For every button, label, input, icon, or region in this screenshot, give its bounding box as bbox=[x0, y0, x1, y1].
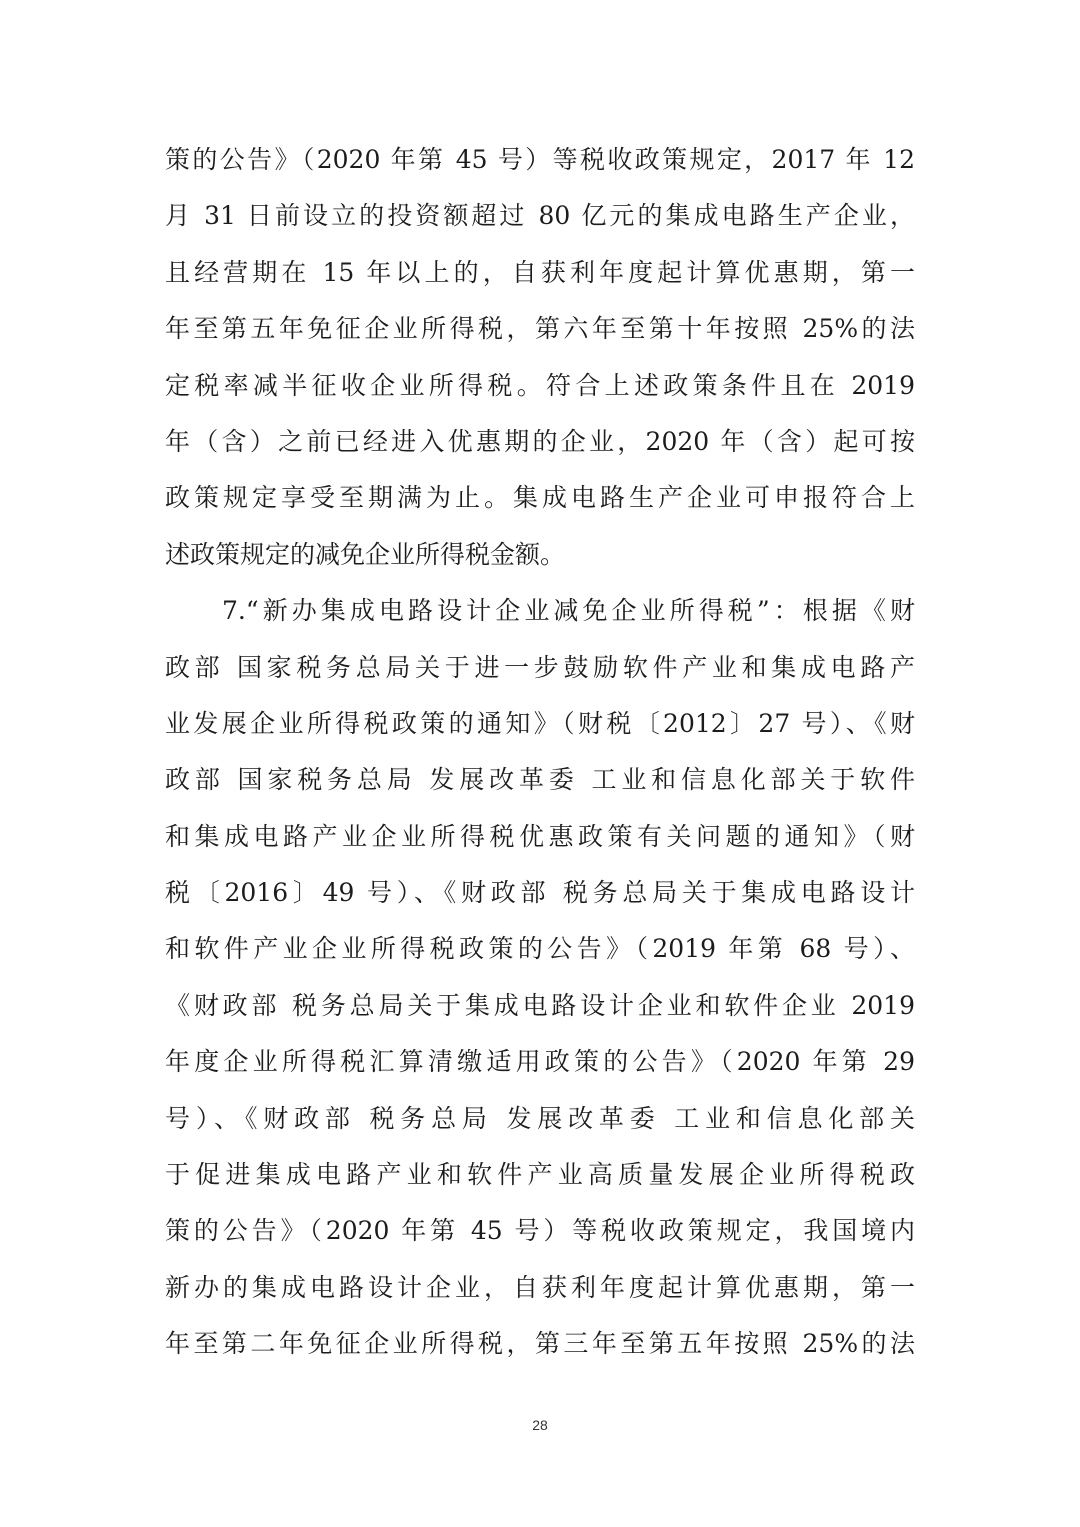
text-line: 号）、《财政部 税务总局 发展改革委 工业和信息化部关 bbox=[165, 1103, 915, 1133]
text-line: 年至第五年免征企业所得税，第六年至第十年按照 25%的法 bbox=[165, 314, 915, 344]
text-line: 于促进集成电路产业和软件产业高质量发展企业所得税政 bbox=[165, 1160, 915, 1190]
paragraph-item-7 bbox=[165, 583, 915, 1372]
text-line: 政部 国家税务总局 发展改革委 工业和信息化部关于软件 bbox=[165, 765, 915, 795]
text-line: 且经营期在 15 年以上的，自获利年度起计算优惠期，第一 bbox=[165, 257, 915, 287]
text-line: 月 31 日前设立的投资额超过 80 亿元的集成电路生产企业， bbox=[165, 201, 915, 231]
text-line: 年至第二年免征企业所得税，第三年至第五年按照 25%的法 bbox=[165, 1329, 915, 1359]
text-line: 和软件产业企业所得税政策的公告》（2019 年第 68 号）、 bbox=[165, 934, 915, 964]
text-line: 业发展企业所得税政策的通知》（财税〔2012〕27 号）、《财 bbox=[165, 708, 915, 738]
text-line: 年度企业所得税汇算清缴适用政策的公告》（2020 年第 29 bbox=[165, 1047, 915, 1077]
paragraph-continued bbox=[165, 132, 915, 583]
text-line: 年（含）之前已经进入优惠期的企业，2020 年（含）起可按 bbox=[165, 426, 915, 456]
text-line: 策的公告》（2020 年第 45 号）等税收政策规定，2017 年 12 bbox=[165, 145, 915, 174]
text-line: 税〔2016〕49 号）、《财政部 税务总局关于集成电路设计 bbox=[165, 878, 915, 908]
text-line: 和集成电路产业企业所得税优惠政策有关问题的通知》（财 bbox=[165, 821, 915, 851]
text-line: 政部 国家税务总局关于进一步鼓励软件产业和集成电路产 bbox=[165, 652, 915, 682]
text-line: 新办的集成电路设计企业，自获利年度起计算优惠期，第一 bbox=[165, 1272, 915, 1302]
text-line: 定税率减半征收企业所得税。符合上述政策条件且在 2019 bbox=[165, 370, 915, 400]
text-line: 政策规定享受至期满为止。集成电路生产企业可申报符合上 bbox=[165, 483, 915, 513]
page-number: 28 bbox=[532, 1417, 548, 1433]
body-text bbox=[165, 132, 915, 1373]
text-line: 策的公告》（2020 年第 45 号）等税收政策规定，我国境内 bbox=[165, 1216, 915, 1246]
text-line: 《财政部 税务总局关于集成电路设计企业和软件企业 2019 bbox=[165, 990, 915, 1020]
text-line: 述政策规定的减免企业所得税金额。 bbox=[165, 539, 566, 569]
text-line: 7.“新办集成电路设计企业减免企业所得税”：根据《财 bbox=[222, 596, 915, 626]
